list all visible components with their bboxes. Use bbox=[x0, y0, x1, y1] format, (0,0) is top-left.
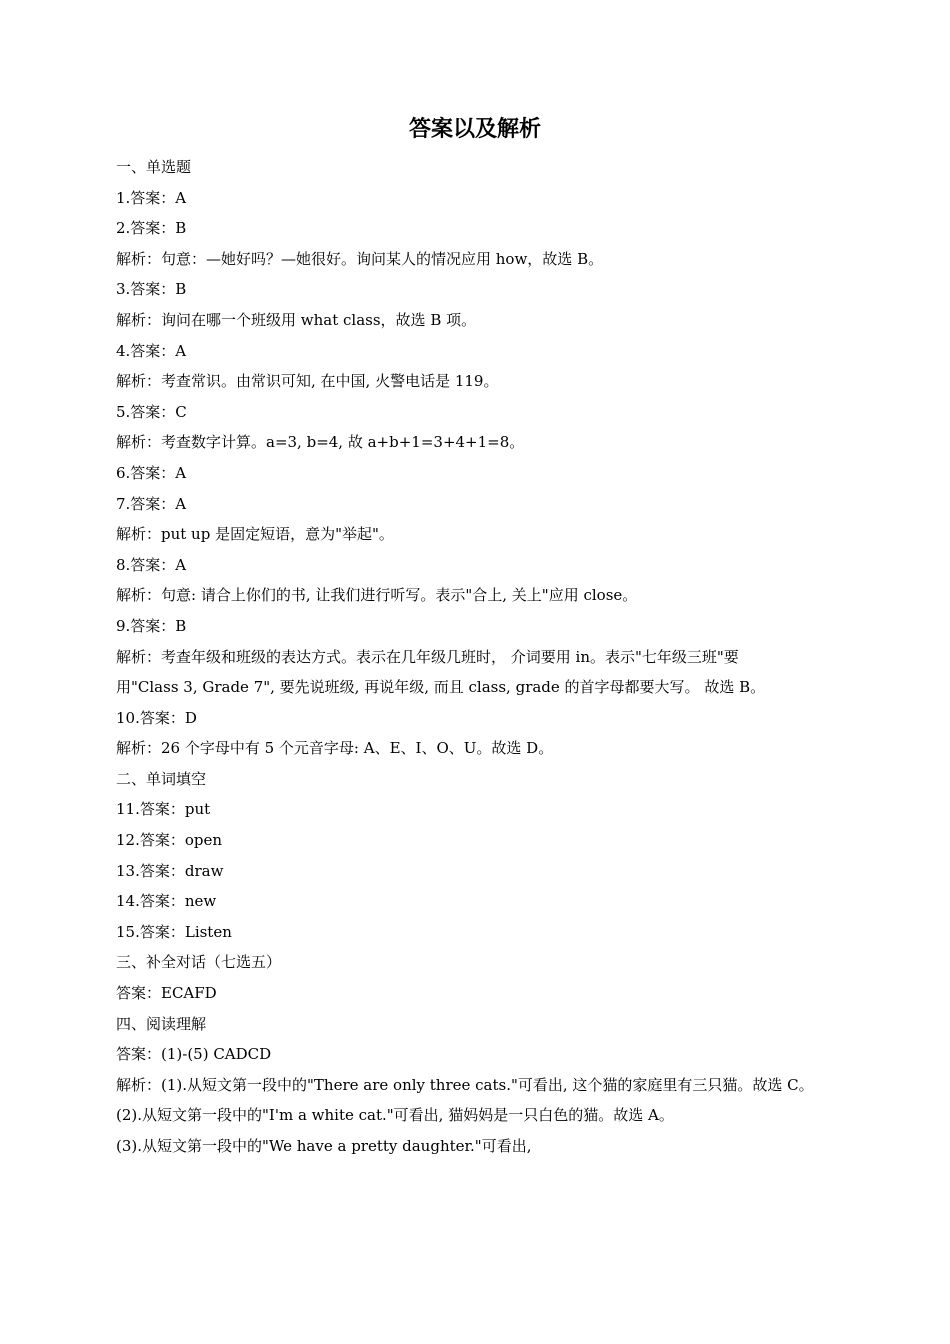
explanation-line: (2).从短文第一段中的"I'm a white cat."可看出, 猫妈妈是一只白色的猫。故选 A。 bbox=[116, 1106, 674, 1125]
section-heading: 四、阅读理解 bbox=[116, 1014, 207, 1033]
answer-line: 6.答案：A bbox=[116, 463, 187, 482]
section-heading: 二、单词填空 bbox=[116, 769, 207, 788]
page-title: 答案以及解析 bbox=[408, 117, 541, 142]
explanation-line: 解析：考查常识。由常识可知, 在中国, 火警电话是 119。 bbox=[116, 372, 499, 391]
explanation-line: (3).从短文第一段中的"We have a pretty daughter."可看出, bbox=[116, 1137, 532, 1155]
answer-line: 13.答案：draw bbox=[116, 861, 224, 880]
explanation-line: 解析：考查数字计算。a=3, b=4, 故 a+b+1=3+4+1=8。 bbox=[116, 433, 525, 452]
answer-line: 11.答案：put bbox=[116, 800, 211, 819]
section-heading: 一、单选题 bbox=[116, 158, 192, 176]
explanation-line: 解析：26 个字母中有 5 个元音字母: A、E、I、O、U。故选 D。 bbox=[116, 739, 554, 758]
explanation-line: 解析：询问在哪一个班级用 what class，故选 B 项。 bbox=[116, 310, 477, 329]
answer-line: 7.答案：A bbox=[116, 494, 187, 513]
answer-line: 12.答案：open bbox=[116, 831, 223, 850]
answer-line: 10.答案：D bbox=[116, 708, 197, 727]
answer-line: 9.答案：B bbox=[116, 616, 187, 635]
explanation-line: 解析：(1).从短文第一段中的"There are only three cats."可看出, 这个猫的家庭里有三只猫。故选 C。 bbox=[116, 1075, 814, 1094]
answer-line: 2.答案：B bbox=[116, 219, 187, 238]
answer-line: 5.答案：C bbox=[116, 402, 187, 421]
answer-line: 8.答案：A bbox=[116, 555, 187, 574]
answer-line: 3.答案：B bbox=[116, 280, 187, 299]
section-heading: 三、补全对话（七选五） bbox=[116, 953, 282, 972]
explanation-line: 用"Class 3, Grade 7", 要先说班级, 再说年级, 而且 class, grade 的首字母都要大写。 故选 B。 bbox=[116, 678, 766, 697]
explanation-line: 解析：考查年级和班级的表达方式。表示在几年级几班时， 介词要用 in。表示"七年级三班"要 bbox=[116, 647, 739, 666]
explanation-line: 解析：句意：—她好吗？—她很好。询问某人的情况应用 how，故选 B。 bbox=[116, 249, 604, 268]
answer-line: 4.答案：A bbox=[116, 341, 187, 360]
answer-line: 答案：ECAFD bbox=[116, 984, 217, 1003]
answer-content bbox=[116, 152, 836, 1162]
answer-line: 答案：(1)-(5) CADCD bbox=[116, 1045, 272, 1064]
explanation-line: 解析：put up 是固定短语，意为"举起"。 bbox=[116, 525, 394, 544]
answer-line: 1.答案：A bbox=[116, 188, 187, 207]
explanation-line: 解析：句意: 请合上你们的书, 让我们进行听写。表示"合上, 关上"应用 close。 bbox=[116, 586, 638, 605]
answer-line: 15.答案：Listen bbox=[116, 922, 232, 941]
answer-line: 14.答案：new bbox=[116, 892, 217, 911]
